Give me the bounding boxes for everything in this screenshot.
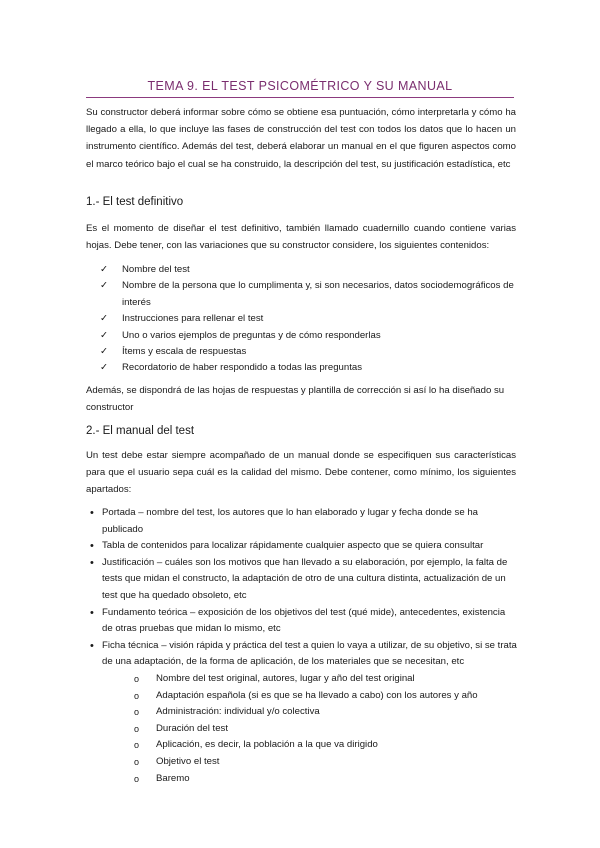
check-icon: ✓ — [100, 346, 109, 358]
title-underline — [86, 97, 514, 98]
check-icon: ✓ — [100, 362, 109, 374]
list-item: • Portada – nombre del test, los autores que lo han elaborado y lugar y fecha donde se ha publicado — [90, 507, 479, 535]
page-title: TEMA 9. EL TEST PSICOMÉTRICO Y SU MANUAL — [147, 79, 453, 93]
section-1-heading: 1.- El test definitivo — [86, 196, 184, 208]
section-2-heading: 2.- El manual del test — [86, 425, 195, 437]
list-item: ✓ Instrucciones para rellenar el test — [86, 311, 518, 327]
list-item: • Tabla de contenidos para localizar rápidamente cualquier aspecto que se quiera consultar — [86, 538, 518, 555]
bullet-icon: • — [90, 507, 94, 519]
section-2-bullet-list — [86, 505, 518, 787]
sub-list-item: o Adaptación española (si es que se ha llevado a cabo) con los autores y año — [102, 688, 518, 705]
intro-paragraph: Su constructor deberá informar sobre cómo se obtiene esa puntuación, cómo interpretarla y cómo ha llegado a ella, lo que incluye las fases de construcción del test con todos los datos que lo hacen un instrumento científico. Además del test, deberá elaborar un manual en el que figuren aspectos como el marco teórico bajo el cual se ha construido, la descripción del test, su justificación estadística, etc — [86, 107, 516, 170]
list-item: • Justificación – cuáles son los motivos que han llevado a su elaboración, por ejemplo, la falta de tests que midan el constructo, la adaptación de otro de una cultura distinta, actualización de un test que ha quedado obsoleto, etc — [90, 556, 508, 601]
section-1-closing: Además, se dispondrá de las hojas de respuestas y plantilla de corrección si así lo ha diseñado su constructor — [86, 385, 505, 414]
sub-list-item: o Baremo — [102, 771, 518, 788]
sub-list-item: o Duración del test — [102, 721, 518, 738]
circle-bullet-icon: o — [134, 756, 140, 767]
sub-list-item: o Aplicación, es decir, la población a la que va dirigido — [102, 737, 518, 754]
list-item: ✓ Recordatorio de haber respondido a todas las preguntas — [86, 360, 518, 376]
check-icon: ✓ — [100, 313, 109, 325]
list-item: • Fundamento teórica – exposición de los objetivos del test (qué mide), antecedentes, existencia de otras pruebas que midan lo mismo, etc — [90, 606, 506, 635]
circle-bullet-icon: o — [134, 690, 140, 701]
check-icon: ✓ — [100, 264, 109, 275]
circle-bullet-icon: o — [134, 707, 140, 718]
section-1-text: Es el momento de diseñar el test definitivo, también llamado cuadernillo cuando contiene varias hojas. Debe tener, con las variaciones que su constructor considere, los siguientes contenidos: — [86, 223, 516, 252]
section-2-text: Un test debe estar siempre acompañado de un manual donde se especifiquen sus características para que el usuario sepa cuál es la calidad del mismo. Debe contener, como mínimo, los siguientes apartados: — [86, 450, 516, 496]
bullet-icon: • — [90, 556, 94, 569]
bullet-icon: • — [90, 540, 94, 553]
bullet-icon: • — [90, 639, 94, 652]
technical-sheet-sublist — [102, 671, 518, 787]
sub-list-item: o Nombre del test original, autores, lugar y año del test original — [102, 671, 518, 688]
list-item: ✓ Nombre del test — [86, 262, 518, 278]
sub-list-item: o Administración: individual y/o colectiva — [102, 704, 518, 721]
circle-bullet-icon: o — [134, 740, 140, 751]
list-item: • Ficha técnica – visión rápida y práctica del test a quien lo vaya a utilizar, de su objetivo, si se trata de una adaptación, de la forma de aplicación, de los materiales que se necesitan, etc o Nombre del test original, autores, lugar y año del test original o Adaptación española (si es que se ha llevado a cabo) con los autores y año o Administración: individual y/o colectiva o Duración del test o Aplicación, es decir, la población a la que va dirigido o Objetivo el test o Baremo — [86, 638, 518, 787]
bullet-icon: • — [90, 606, 94, 619]
circle-bullet-icon: o — [134, 773, 140, 784]
check-icon: ✓ — [100, 329, 109, 341]
section-1-checklist — [86, 262, 518, 377]
list-item: ✓ Uno o varios ejemplos de preguntas y de cómo responderlas — [86, 328, 518, 344]
sub-list-item: o Objetivo el test — [102, 754, 518, 771]
list-item: ✓ Ítems y escala de respuestas — [86, 344, 518, 360]
circle-bullet-icon: o — [134, 723, 140, 734]
list-item: ✓ Nombre de la persona que lo cumplimenta y, si son necesarios, datos sociodemográficos de interés — [100, 280, 514, 308]
check-icon: ✓ — [100, 280, 109, 292]
circle-bullet-icon: o — [134, 673, 140, 684]
